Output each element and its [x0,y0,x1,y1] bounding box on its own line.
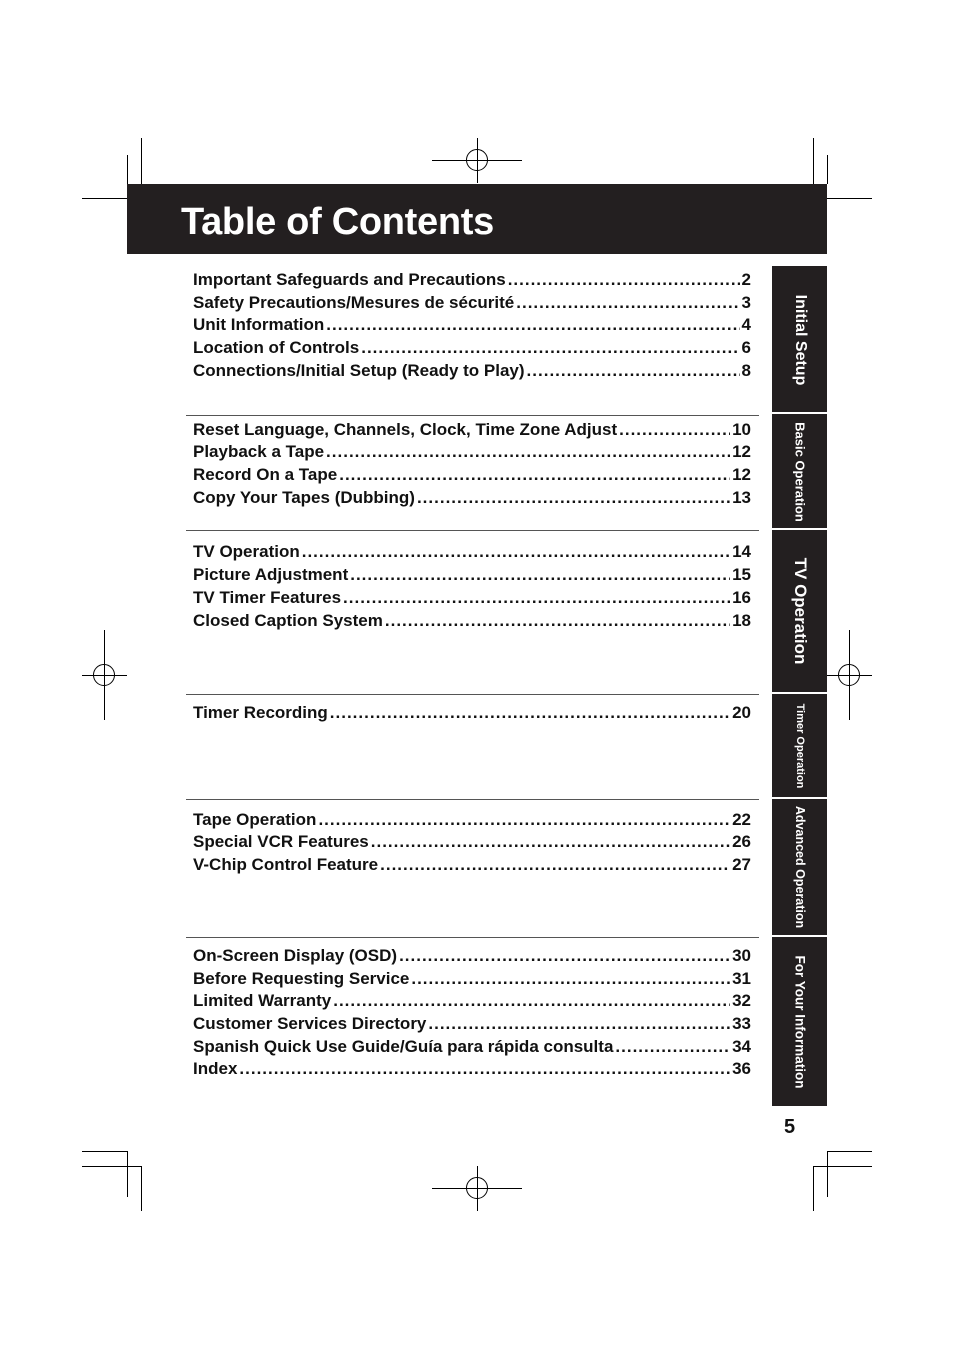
tab-timer-operation[interactable]: Timer Operation [772,694,827,797]
section-divider [186,530,759,531]
toc-entry[interactable]: On-Screen Display (OSD) ..... 30 [193,945,751,967]
tab-for-your-information[interactable]: For Your Information [772,937,827,1106]
toc-entry[interactable]: Unit Information ..... 4 [193,314,751,336]
toc-entry[interactable]: V-Chip Control Feature ..... 27 [193,854,751,876]
toc-entry[interactable]: Spanish Quick Use Guide/Guía para rápida consulta ..... 34 [193,1036,751,1058]
toc-entry[interactable]: Connections/Initial Setup (Ready to Play) ..... 8 [193,360,751,382]
toc-entry[interactable]: Index ..... 36 [193,1058,751,1080]
tab-advanced-operation[interactable]: Advanced Operation [772,799,827,935]
toc-entry[interactable]: Copy Your Tapes (Dubbing) ..... 13 [193,487,751,509]
toc-entry[interactable]: Closed Caption System ..... 18 [193,610,751,632]
toc-entry[interactable]: Limited Warranty ..... 32 [193,990,751,1012]
title-bar [127,184,827,254]
tab-basic-operation[interactable]: Basic Operation [772,414,827,529]
toc-entry[interactable]: Tape Operation ..... 22 [193,809,751,831]
toc-entry[interactable]: Before Requesting Service ..... 31 [193,968,751,990]
section-divider [186,799,759,800]
toc-entry[interactable]: TV Operation ..... 14 [193,541,751,563]
toc-entry[interactable]: Special VCR Features ..... 26 [193,831,751,853]
toc-entry[interactable]: Safety Precautions/Mesures de sécurité ..... 3 [193,292,751,314]
toc-entry[interactable]: Playback a Tape ..... 12 [193,441,751,463]
toc-entry[interactable]: Reset Language, Channels, Clock, Time Zone Adjust ..... 10 [193,419,751,441]
section-divider [186,694,759,695]
toc-entry[interactable]: Important Safeguards and Precautions ..... 2 [193,269,751,291]
toc-entry[interactable]: TV Timer Features ..... 16 [193,587,751,609]
page-number: 5 [784,1116,796,1138]
page-title: Table of Contents [181,201,494,243]
toc-entry[interactable]: Record On a Tape ..... 12 [193,464,751,486]
toc-entry[interactable]: Customer Services Directory ..... 33 [193,1013,751,1035]
section-divider [186,937,759,938]
toc-entry[interactable]: Timer Recording ..... 20 [193,702,751,724]
toc-entry[interactable]: Location of Controls ..... 6 [193,337,751,359]
tab-initial-setup[interactable]: Initial Setup [772,266,827,413]
toc-entry[interactable]: Picture Adjustment ..... 15 [193,564,751,586]
tab-tv-operation[interactable]: TV Operation [772,530,827,692]
section-divider [186,415,759,416]
